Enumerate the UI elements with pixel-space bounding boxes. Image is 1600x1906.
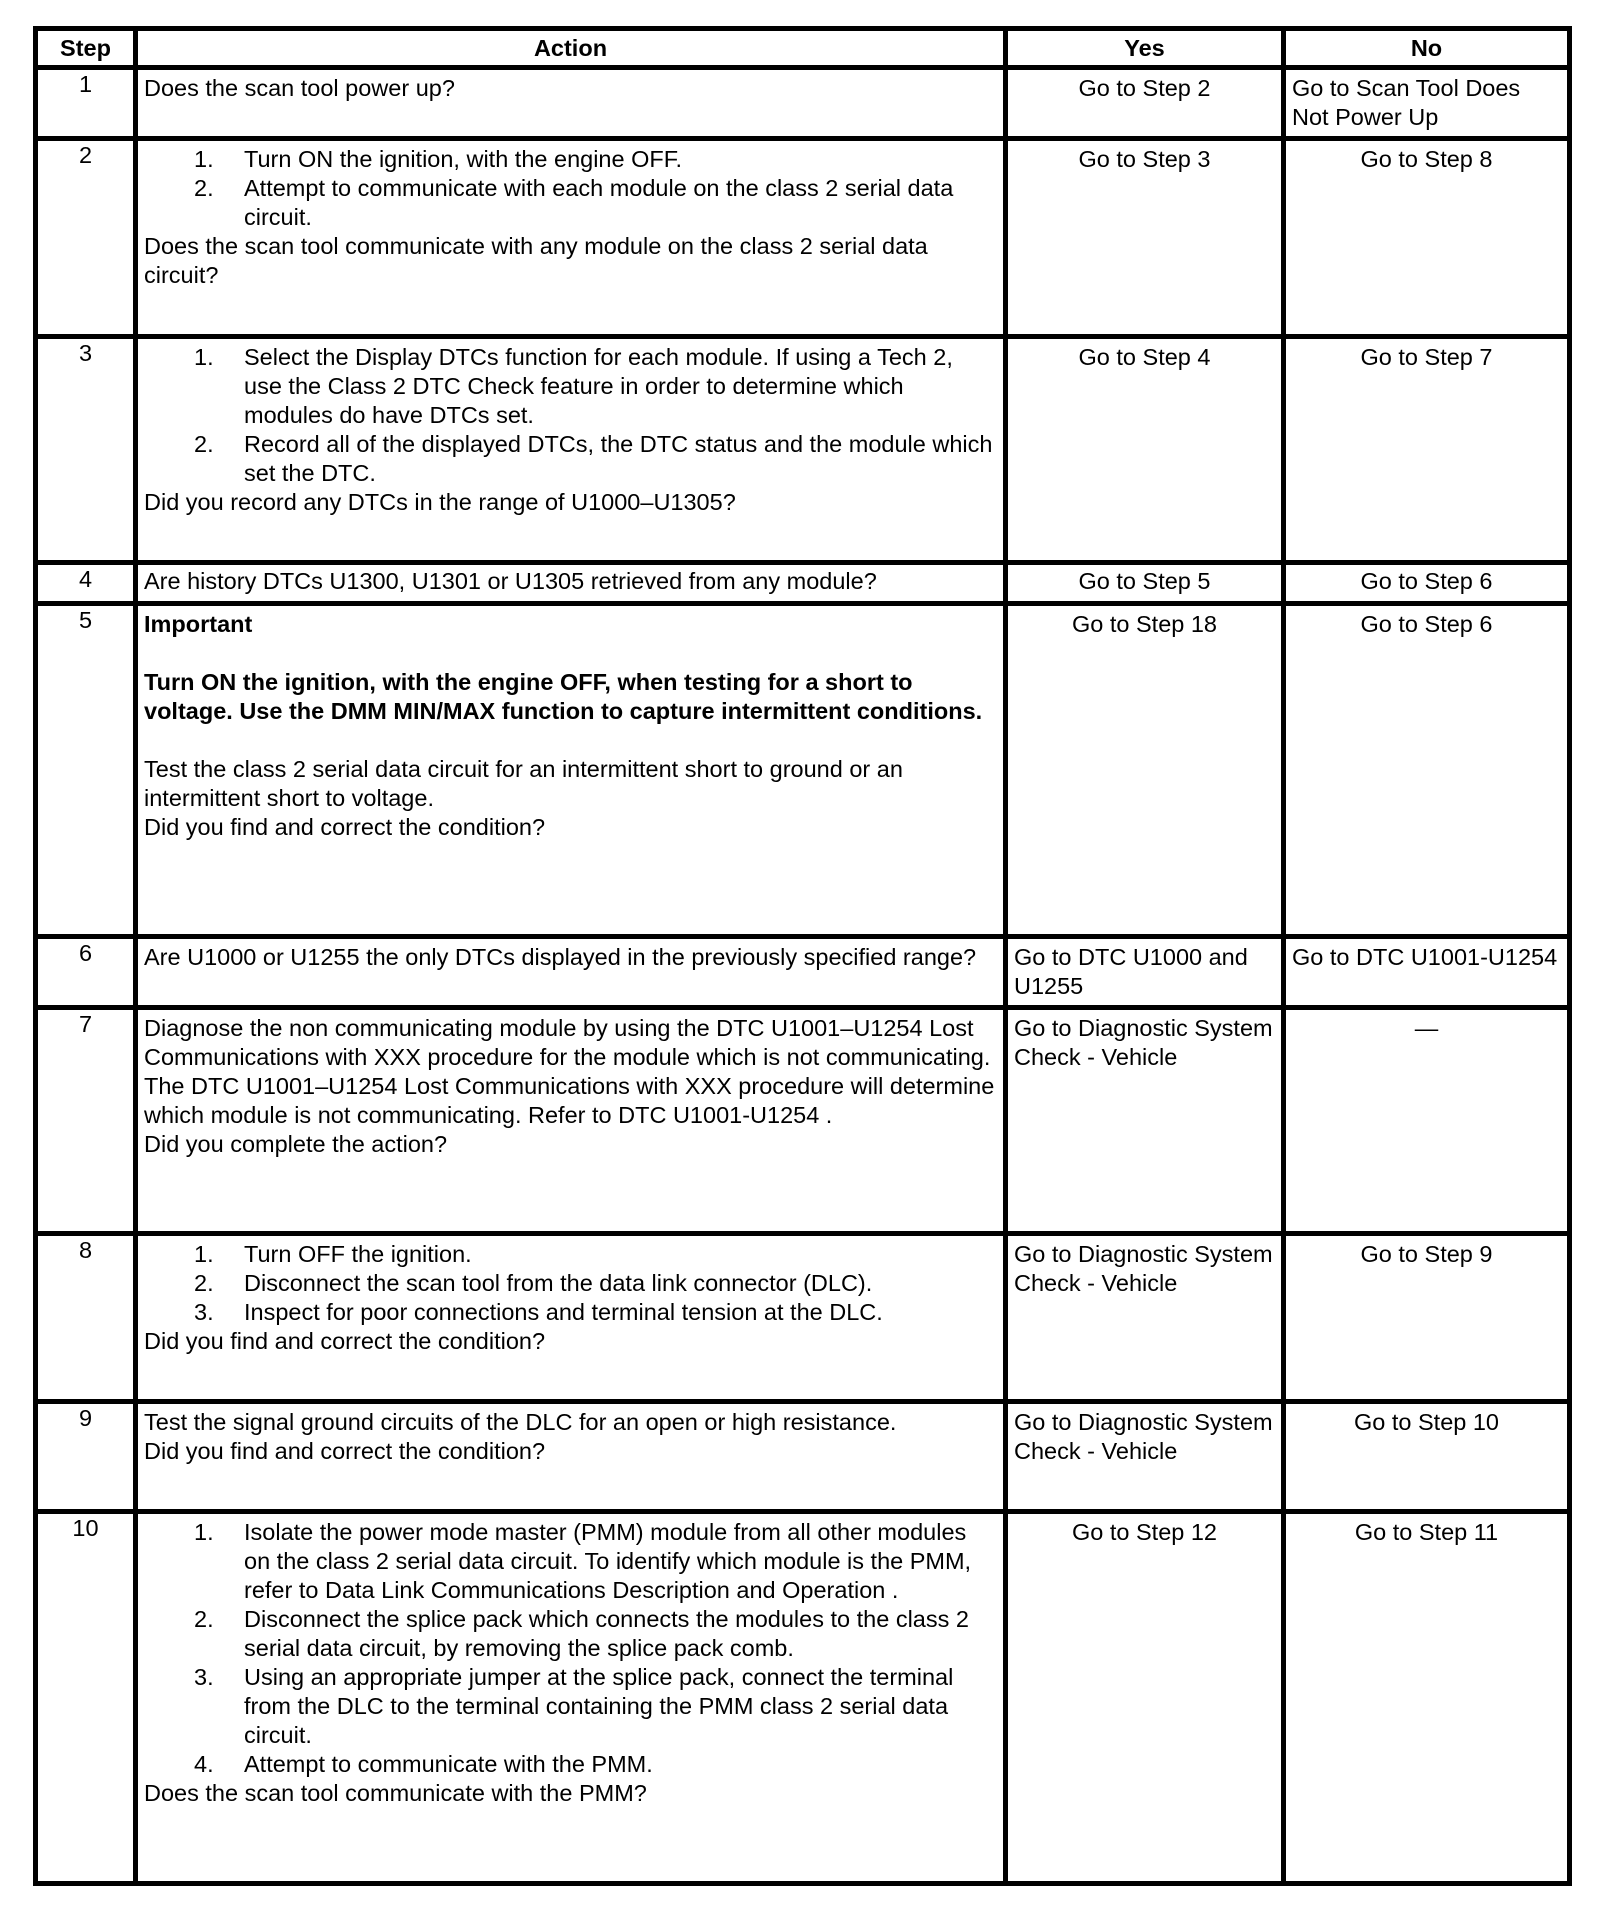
action-cell: [136, 68, 1006, 139]
step-number: 5: [36, 604, 136, 937]
no-link[interactable]: Go to Scan Tool Does Not Power Up: [1292, 75, 1521, 130]
list-item: 1. Turn OFF the ignition.: [194, 1241, 472, 1267]
step-number: 1: [36, 68, 136, 139]
action-cell: [136, 1402, 1006, 1512]
step-number: 3: [36, 337, 136, 563]
table-row: [36, 563, 1570, 604]
no-link[interactable]: Go to Step 8: [1360, 146, 1493, 172]
table-row: [36, 1234, 1570, 1402]
yes-link[interactable]: Go to Step 4: [1078, 344, 1211, 370]
yes-cell: [1006, 1512, 1284, 1884]
table-row: [36, 937, 1570, 1008]
header-yes: Yes: [1006, 29, 1284, 68]
action-cell: [136, 1512, 1006, 1884]
list-item: 1. Isolate the power mode master (PMM) module from all other modules on the class 2 serial data circuit. To identify which module is the PMM, refer to Data Link Communications Description and Operation .: [194, 1519, 972, 1603]
important-title: Important: [144, 611, 253, 637]
no-cell: [1284, 1008, 1570, 1234]
yes-link[interactable]: Go to Diagnostic System Check - Vehicle: [1014, 1409, 1273, 1464]
header-step: Step: [36, 29, 136, 68]
action-cell: [136, 563, 1006, 604]
question-text: Did you find and correct the condition?: [144, 814, 546, 840]
step-number: 4: [36, 563, 136, 604]
yes-link[interactable]: Go to DTC U1000 and U1255: [1014, 944, 1248, 999]
no-link[interactable]: Go to Step 9: [1360, 1241, 1493, 1267]
table-row: [36, 1512, 1570, 1884]
no-link[interactable]: Go to Step 6: [1360, 611, 1493, 637]
list-item: 2. Disconnect the scan tool from the data link connector (DLC).: [194, 1270, 873, 1296]
yes-cell: [1006, 337, 1284, 563]
instruction-text: Test the signal ground circuits of the DLC for an open or high resistance.: [144, 1409, 897, 1435]
list-item: 2. Record all of the displayed DTCs, the DTC status and the module which set the DTC.: [194, 431, 993, 486]
no-link[interactable]: Go to Step 6: [1360, 568, 1493, 594]
yes-link[interactable]: Go to Step 18: [1071, 611, 1218, 637]
list-item: 1. Select the Display DTCs function for each module. If using a Tech 2, use the Class 2 DTC Check feature in order to determine which modules do have DTCs set.: [194, 344, 953, 428]
table-row: [36, 337, 1570, 563]
yes-cell: [1006, 1008, 1284, 1234]
header-action: Action: [136, 29, 1006, 68]
important-note: Turn ON the ignition, with the engine OFF, when testing for a short to voltage. Use the DMM MIN/MAX function to capture intermittent conditions.: [144, 669, 983, 724]
list-item: 3. Using an appropriate jumper at the splice pack, connect the terminal from the DLC to the terminal containing the PMM class 2 serial data circuit.: [194, 1664, 954, 1748]
no-cell: [1284, 139, 1570, 337]
procedure-list: [144, 145, 997, 232]
question-text: Are U1000 or U1255 the only DTCs displayed in the previously specified range?: [144, 944, 977, 970]
procedure-list: [144, 1240, 997, 1327]
diagnostic-table: [33, 26, 1572, 1886]
procedure-list: [144, 343, 997, 488]
no-link[interactable]: Go to Step 7: [1360, 344, 1493, 370]
question-text: Are history DTCs U1300, U1301 or U1305 retrieved from any module?: [144, 568, 877, 594]
action-cell: [136, 604, 1006, 937]
yes-link[interactable]: Go to Step 12: [1071, 1519, 1218, 1545]
no-link[interactable]: Go to Step 10: [1353, 1409, 1500, 1435]
step-number: 10: [36, 1512, 136, 1884]
table-row: [36, 68, 1570, 139]
header-row: [36, 29, 1570, 68]
yes-cell: [1006, 1234, 1284, 1402]
procedure-list: [144, 1518, 997, 1779]
question-text: Does the scan tool power up?: [144, 75, 455, 101]
no-cell: [1284, 1402, 1570, 1512]
instruction-text: Diagnose the non communicating module by using the DTC U1001–U1254 Lost Communications with XXX procedure for the module which is not communicating. The DTC U1001–U1254 Lost Communications with XXX procedure will determine which module is not communicating. Refer to DTC U1001-U1254 .: [144, 1015, 995, 1128]
no-cell: [1284, 1234, 1570, 1402]
list-item: 1. Turn ON the ignition, with the engine OFF.: [194, 146, 683, 172]
action-cell: [136, 1008, 1006, 1234]
yes-cell: [1006, 937, 1284, 1008]
no-link[interactable]: Go to Step 11: [1354, 1519, 1499, 1545]
step-number: 7: [36, 1008, 136, 1234]
instruction-text: Test the class 2 serial data circuit for an intermittent short to ground or an intermittent short to voltage.: [144, 756, 903, 811]
no-value: —: [1414, 1015, 1439, 1041]
no-link[interactable]: Go to DTC U1001-U1254: [1292, 944, 1558, 970]
yes-link[interactable]: Go to Step 2: [1078, 75, 1211, 101]
question-text: Did you find and correct the condition?: [144, 1328, 546, 1354]
step-number: 8: [36, 1234, 136, 1402]
list-item: 3. Inspect for poor connections and terminal tension at the DLC.: [194, 1299, 883, 1325]
no-cell: [1284, 563, 1570, 604]
yes-link[interactable]: Go to Step 5: [1078, 568, 1211, 594]
no-cell: [1284, 604, 1570, 937]
yes-link[interactable]: Go to Diagnostic System Check - Vehicle: [1014, 1015, 1273, 1070]
no-cell: [1284, 1512, 1570, 1884]
list-item: 4. Attempt to communicate with the PMM.: [194, 1751, 653, 1777]
action-cell: [136, 1234, 1006, 1402]
yes-cell: [1006, 68, 1284, 139]
question-text: Did you find and correct the condition?: [144, 1438, 546, 1464]
diagnostic-table-page: [33, 26, 1572, 1886]
yes-cell: [1006, 139, 1284, 337]
question-text: Does the scan tool communicate with any module on the class 2 serial data circuit?: [144, 233, 928, 288]
table-row: [36, 139, 1570, 337]
no-cell: [1284, 937, 1570, 1008]
no-cell: [1284, 68, 1570, 139]
question-text: Does the scan tool communicate with the PMM?: [144, 1780, 647, 1806]
step-number: 9: [36, 1402, 136, 1512]
question-text: Did you complete the action?: [144, 1131, 448, 1157]
action-cell: [136, 139, 1006, 337]
list-item: 2. Attempt to communicate with each module on the class 2 serial data circuit.: [194, 175, 954, 230]
action-cell: [136, 937, 1006, 1008]
yes-cell: [1006, 604, 1284, 937]
yes-cell: [1006, 563, 1284, 604]
yes-link[interactable]: Go to Step 3: [1078, 146, 1211, 172]
step-number: 2: [36, 139, 136, 337]
table-row: [36, 1402, 1570, 1512]
yes-link[interactable]: Go to Diagnostic System Check - Vehicle: [1014, 1241, 1273, 1296]
yes-cell: [1006, 1402, 1284, 1512]
list-item: 2. Disconnect the splice pack which connects the modules to the class 2 serial data circuit, by removing the splice pack comb.: [194, 1606, 969, 1661]
table-row: [36, 604, 1570, 937]
table-row: [36, 1008, 1570, 1234]
no-cell: [1284, 337, 1570, 563]
step-number: 6: [36, 937, 136, 1008]
question-text: Did you record any DTCs in the range of U1000–U1305?: [144, 489, 736, 515]
action-cell: [136, 337, 1006, 563]
header-no: No: [1284, 29, 1570, 68]
